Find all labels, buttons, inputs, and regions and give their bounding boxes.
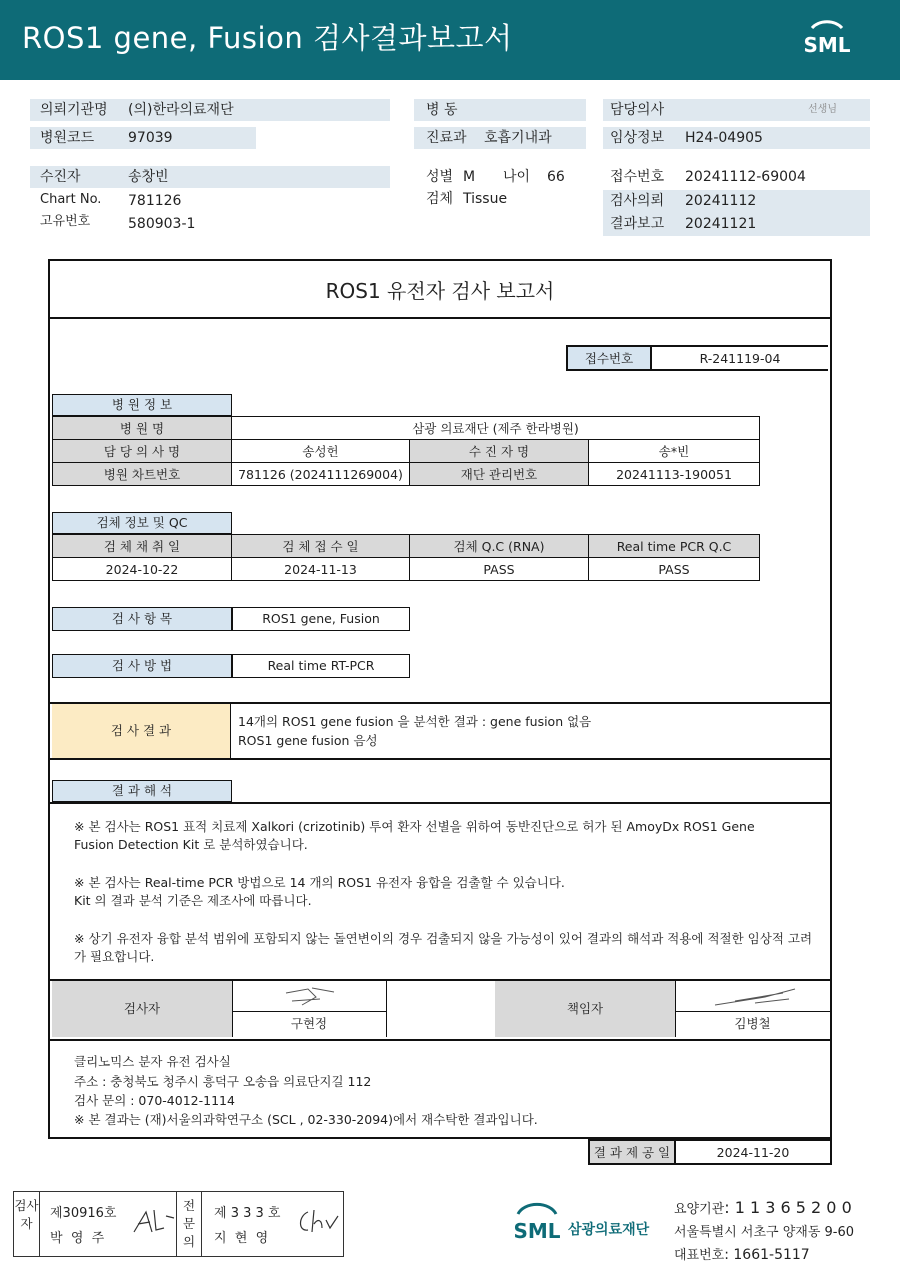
specimen-value: Tissue (463, 191, 508, 207)
provide-date-value: 2024-11-20 (675, 1140, 831, 1164)
interpretation-divider (50, 802, 830, 804)
patient-label: 수진자 (40, 169, 81, 185)
report-title: ROS1 유전자 검사 보고서 (325, 279, 555, 303)
page-title: ROS1 gene, Fusion 검사결과보고서 (22, 21, 513, 55)
specimen-value: PASS (410, 558, 589, 581)
lab-phone: 검사 문의 : 070-4012-1114 (74, 1093, 235, 1108)
clinical-value: H24-04905 (685, 130, 763, 146)
provide-date-label: 결 과 제 공 일 (589, 1140, 675, 1164)
examiner-label: 검사자 (14, 1192, 40, 1256)
manager-sign-cell (675, 981, 830, 1037)
report-frame (48, 259, 832, 1139)
test-item-value: ROS1 gene, Fusion (232, 607, 410, 631)
mgmt-number-label: 재단 관리번호 (410, 463, 589, 486)
institution-label: 의뢰기관명 (40, 102, 108, 118)
specialist-number: 제 3 3 3 호 (214, 1206, 281, 1221)
tester-sign-cell (232, 981, 387, 1037)
clinical-label: 임상정보 (610, 130, 665, 146)
chart-number-label: 병원 차트번호 (53, 463, 232, 486)
specimen-section-label: 검체 정보 및 QC (52, 512, 232, 534)
receipt-table (566, 345, 828, 371)
phone-label: 대표번호 (674, 1248, 725, 1263)
brand-logo-text: SML (513, 1219, 561, 1243)
patient-value: 송창빈 (128, 169, 169, 185)
sml-brand-logo-icon (508, 1200, 566, 1248)
specialist-signature-icon (296, 1206, 342, 1238)
org-code-value: : 1 1 3 6 5 2 0 0 (724, 1198, 852, 1217)
chart-no-label: Chart No. (40, 192, 102, 207)
age-label: 나이 (503, 169, 531, 185)
examiner-signature-icon (130, 1206, 176, 1238)
specimen-value: 2024-10-22 (53, 558, 232, 581)
interpretation-paragraph-2b: Kit 의 결과 분석 기준은 제조사에 따릅니다. (74, 893, 312, 908)
specimen-table (52, 534, 760, 581)
patient-name-value: 송*빈 (589, 440, 760, 463)
examiner-name: 박 영 주 (50, 1231, 105, 1246)
hospital-code-value: 97039 (128, 130, 173, 146)
examiner-number: 제30916호 (50, 1206, 117, 1221)
title-divider (50, 317, 830, 319)
doctor-suffix: 선생님 (808, 104, 837, 115)
doctor-name-value: 송성헌 (232, 440, 410, 463)
lab-address: 주소 : 충청북도 청주시 흥덕구 오송읍 의료단지길 112 (74, 1074, 372, 1089)
department-value: 호흡기내과 (484, 130, 552, 146)
specimen-header: 검체 Q.C (RNA) (410, 535, 589, 558)
signer-box (13, 1191, 344, 1257)
result-line-2: ROS1 gene fusion 음성 (238, 733, 378, 748)
interpretation-paragraph-1: ※ 본 검사는 ROS1 표적 치료제 Xalkori (crizotinib) 투여 환자 선별을 위하여 동반진단으로 허가 된 AmoyDx ROS1 Gene Fusion Detection Kit 로 분석하였습니다. (74, 819, 755, 852)
receipt-no-label: 접수번호 (610, 169, 665, 185)
interpretation-paragraph-2a: ※ 본 검사는 Real-time PCR 방법으로 14 개의 ROS1 유전자 융합을 검출할 수 있습니다. (74, 875, 565, 890)
lab-name: 클리노믹스 분자 유전 검사실 (74, 1054, 231, 1069)
specimen-header: 검 체 채 취 일 (53, 535, 232, 558)
patient-row (30, 166, 390, 188)
request-date-label: 검사의뢰 (610, 193, 665, 209)
org-code-label: 요양기관 (674, 1202, 725, 1217)
receipt-value: R-241119-04 (651, 346, 828, 370)
doctor-label: 담당의사 (610, 102, 665, 118)
request-date-value: 20241112 (685, 193, 757, 209)
mgmt-number-value: 20241113-190051 (589, 463, 760, 486)
signature-block (50, 979, 830, 1041)
specialist-name: 지 현 영 (214, 1231, 269, 1246)
tester-name: 구현정 (232, 1011, 386, 1038)
result-label: 검 사 결 과 (52, 704, 231, 758)
tester-signature-icon (272, 983, 352, 1011)
specimen-header: 검 체 접 수 일 (232, 535, 410, 558)
report-date-label: 결과보고 (610, 216, 665, 232)
test-method-label: 검 사 방 법 (52, 654, 232, 678)
specimen-header: Real time PCR Q.C (589, 535, 760, 558)
department-label: 진료과 (426, 130, 467, 146)
chart-number-value: 781126 (2024111269004) (232, 463, 410, 486)
org-code-line (674, 1198, 852, 1217)
header-bar (0, 0, 900, 80)
sex-label: 성별 (426, 169, 454, 185)
ward-label: 병 동 (426, 102, 458, 118)
interpretation-paragraph-3: ※ 상기 유전자 융합 분석 범위에 포함되지 않는 돌연변이의 경우 검출되지 않을 가능성이 있어 결과의 해석과 적용에 적절한 임상적 고려가 필요합니다. (74, 931, 813, 964)
sml-logo-icon (796, 14, 858, 66)
hospital-code-label: 병원코드 (40, 130, 95, 146)
hospital-section-label: 병 원 정 보 (52, 394, 232, 416)
result-line-1: 14개의 ROS1 gene fusion 을 분석한 결과 : gene fusion 없음 (238, 714, 592, 729)
test-method-value: Real time RT-PCR (232, 654, 410, 678)
unique-no-label: 고유번호 (40, 214, 91, 229)
provide-date-table (588, 1139, 832, 1165)
specialist-label: 전문의 (176, 1192, 202, 1256)
manager-label: 책임자 (495, 981, 676, 1037)
tester-label: 검사자 (52, 981, 233, 1037)
patient-name-label: 수 진 자 명 (410, 440, 589, 463)
blank-sign-cell (386, 981, 496, 1037)
institution-value: (의)한라의료재단 (128, 102, 234, 118)
phone-line (674, 1244, 810, 1263)
report-date-value: 20241121 (685, 216, 757, 232)
doctor-name-label: 담 당 의 사 명 (53, 440, 232, 463)
hospital-name-label: 병 원 명 (53, 417, 232, 440)
specimen-value: PASS (589, 558, 760, 581)
interpretation-label: 결 과 해 석 (52, 780, 232, 802)
sex-value: M (463, 169, 476, 185)
brand-address: 서울특별시 서초구 양재동 9-60 (674, 1225, 855, 1240)
unique-no-value: 580903-1 (128, 216, 196, 232)
specimen-label: 검체 (426, 191, 454, 207)
hospital-info-table (52, 416, 760, 486)
lab-note: ※ 본 결과는 (재)서울의과학연구소 (SCL , 02-330-2094)에서 재수탁한 결과입니다. (74, 1112, 538, 1127)
test-item-label: 검 사 항 목 (52, 607, 232, 631)
age-value: 66 (547, 169, 565, 185)
brand-name: 삼광의료재단 (568, 1222, 650, 1238)
specimen-value: 2024-11-13 (232, 558, 410, 581)
manager-signature-icon (705, 983, 805, 1011)
manager-name: 김병철 (675, 1011, 830, 1038)
phone-value: : 1661-5117 (724, 1247, 810, 1263)
receipt-no-value: 20241112-69004 (685, 169, 806, 185)
chart-no-value: 781126 (128, 193, 182, 209)
receipt-label: 접수번호 (567, 346, 651, 370)
header-logo-text: SML (803, 33, 851, 57)
result-block (50, 702, 830, 760)
hospital-name-value: 삼광 의료재단 (제주 한라병원) (232, 417, 760, 440)
